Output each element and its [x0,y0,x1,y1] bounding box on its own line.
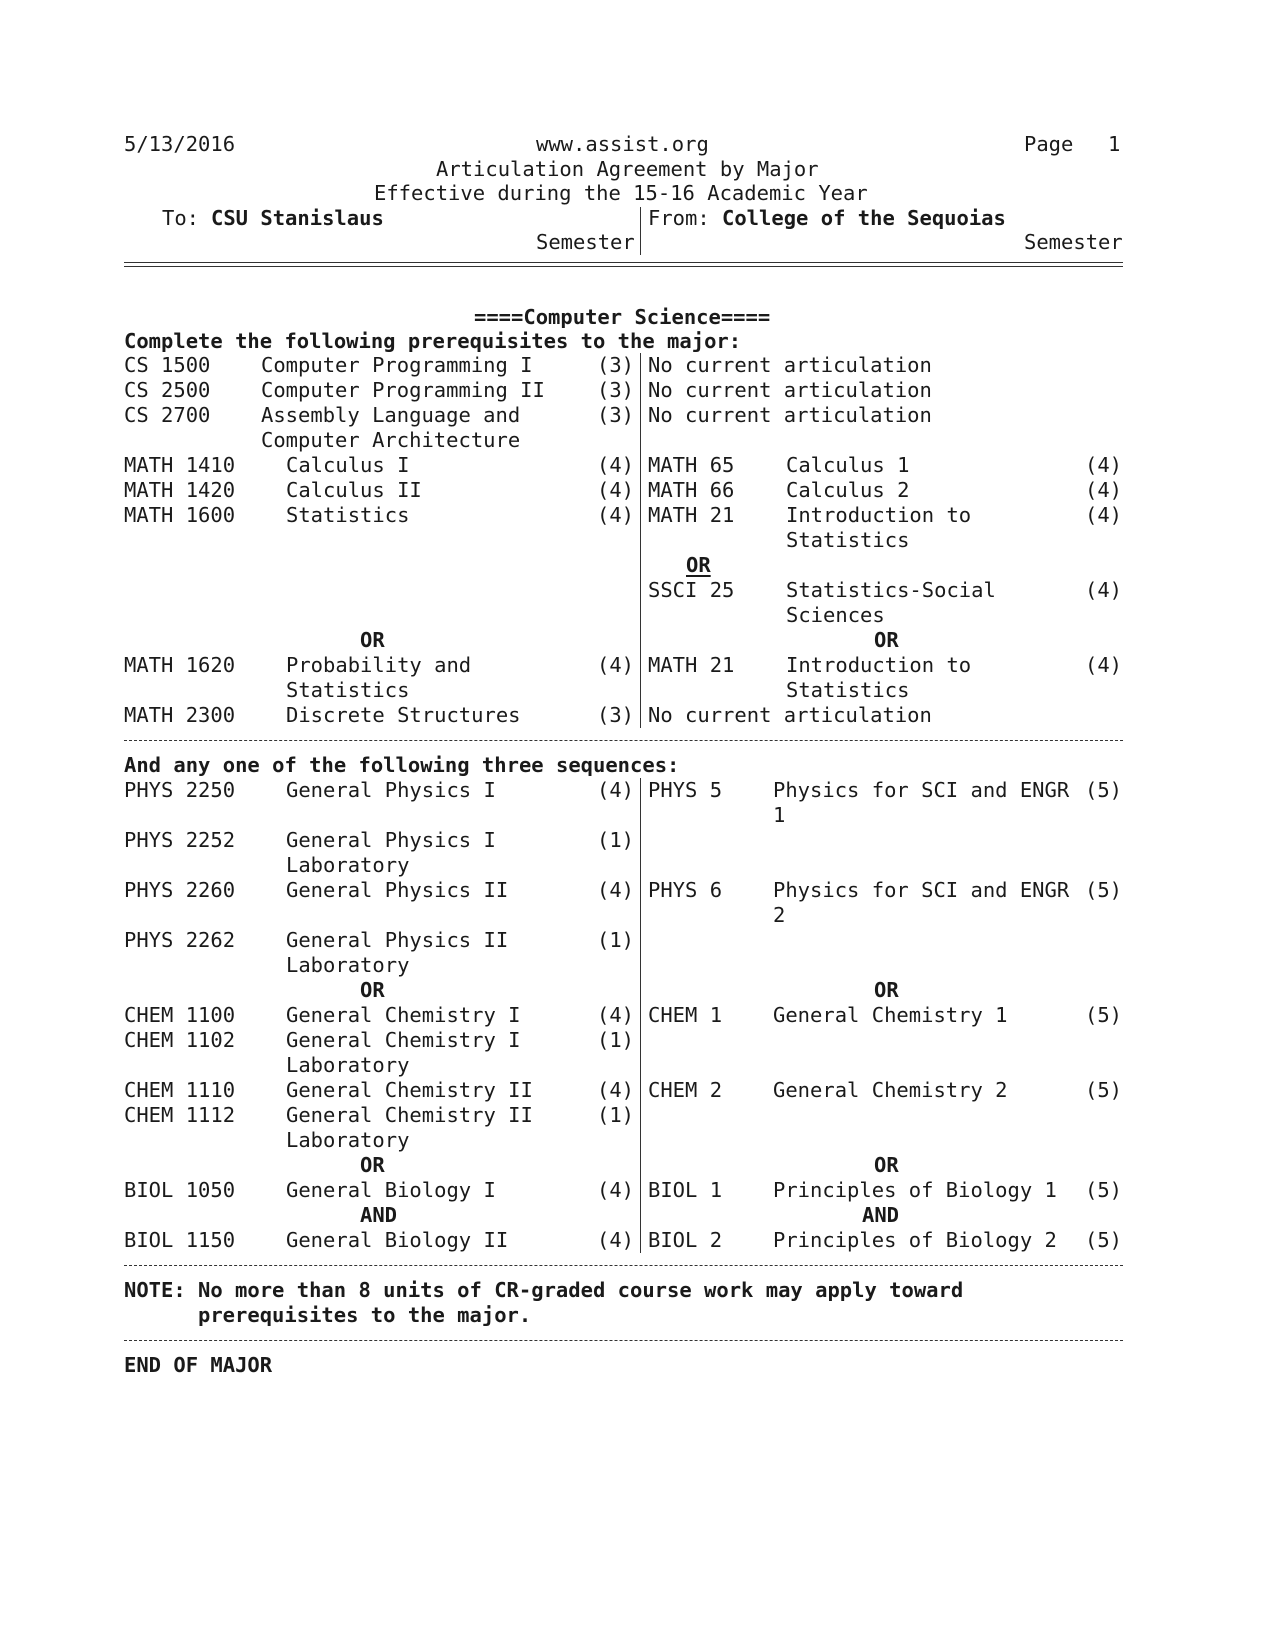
from-course-title: Introduction to [786,653,972,677]
to-course-title: Calculus I [286,453,410,477]
column-divider [640,778,641,1253]
to-course-title: General Biology I [286,1178,496,1202]
to-course-title-cont: Laboratory [286,853,410,877]
note-label: NOTE: [124,1278,186,1302]
to-course-title: Computer Programming II [261,378,545,402]
from-term: Semester [1024,230,1123,254]
from-course-units: (5) [1085,778,1123,802]
dashed-rule [124,1340,1123,1341]
to-course-title: Discrete Structures [286,703,521,727]
from-course-title: Principles of Biology 2 [773,1228,1057,1252]
from-course-title: Statistics-Social [786,578,996,602]
from-course-title: Calculus 1 [786,453,910,477]
to-course-units: (4) [597,653,635,677]
from-course-title: Physics for SCI and ENGR [773,878,1070,902]
no-articulation: No current articulation [648,353,932,377]
to-label: To: [162,206,200,230]
note-text: No more than 8 units of CR-graded course work may apply toward [198,1278,964,1302]
effective-year: Effective during the 15-16 Academic Year [374,181,868,205]
from-course-title-cont: Statistics [786,528,910,552]
from-course-units: (5) [1085,1178,1123,1202]
from-course-title: General Chemistry 2 [773,1078,1008,1102]
from-label: From: [648,206,710,230]
from-course-title: Physics for SCI and ENGR [773,778,1070,802]
to-course-title: Statistics [286,503,410,527]
from-course-units: (5) [1085,1078,1123,1102]
to-course-units: (4) [597,1003,635,1027]
or-connector: OR [874,978,899,1002]
to-course-units: (1) [597,1028,635,1052]
from-course-code: MATH 66 [648,478,735,502]
from-course-code: CHEM 2 [648,1078,723,1102]
from-course-code: BIOL 2 [648,1228,723,1252]
to-course-title: General Chemistry II [286,1103,533,1127]
to-course-units: (3) [597,403,635,427]
to-course-code: PHYS 2260 [124,878,236,902]
from-course-units: (5) [1085,1228,1123,1252]
to-course-units: (4) [597,1078,635,1102]
to-course-code: PHYS 2262 [124,928,236,952]
from-course-title: Calculus 2 [786,478,910,502]
to-course-title: Computer Programming I [261,353,533,377]
header-divider [640,207,641,255]
to-course-code: CS 2700 [124,403,211,427]
from-course-code: CHEM 1 [648,1003,723,1027]
to-course-title-cont: Laboratory [286,1128,410,1152]
or-connector: OR [360,628,385,652]
to-course-units: (3) [597,378,635,402]
to-course-code: MATH 1620 [124,653,236,677]
to-course-units: (4) [597,478,635,502]
to-course-units: (3) [597,353,635,377]
from-course-units: (5) [1085,1003,1123,1027]
dashed-rule [124,740,1123,741]
to-course-title: General Physics I [286,828,496,852]
dashed-rule [124,1265,1123,1266]
print-date: 5/13/2016 [124,132,236,156]
from-course-title-cont: Statistics [786,678,910,702]
to-course-title-cont: Laboratory [286,953,410,977]
to-course-title: General Chemistry I [286,1028,521,1052]
from-course-title: General Chemistry 1 [773,1003,1008,1027]
to-course-title: General Physics I [286,778,496,802]
sequence-heading: And any one of the following three sequences: [124,753,680,777]
from-course-units: (4) [1085,453,1123,477]
or-connector: OR [686,553,711,577]
to-course-units: (4) [597,778,635,802]
to-course-units: (3) [597,703,635,727]
from-course-title-cont: Sciences [786,603,885,627]
to-course-code: CHEM 1102 [124,1028,236,1052]
page-label: Page [1024,132,1074,156]
from-course-title: Principles of Biology 1 [773,1178,1057,1202]
to-course-code: CS 2500 [124,378,211,402]
to-course-title: Calculus II [286,478,422,502]
to-course-code: BIOL 1150 [124,1228,236,1252]
to-course-title-cont: Statistics [286,678,410,702]
to-course-code: CHEM 1112 [124,1103,236,1127]
from-course-code: PHYS 5 [648,778,723,802]
and-connector: AND [360,1203,398,1227]
to-course-title: Probability and [286,653,472,677]
to-course-title: Assembly Language and [261,403,521,427]
document-title: Articulation Agreement by Major [436,157,819,181]
to-course-code: PHYS 2250 [124,778,236,802]
double-rule [124,262,1123,267]
column-divider [640,353,641,728]
from-course-title-cont: 2 [773,903,786,927]
to-course-code: CS 1500 [124,353,211,377]
from-course-code: MATH 65 [648,453,735,477]
or-connector: OR [874,1153,899,1177]
from-course-code: MATH 21 [648,503,735,527]
to-course-title: General Chemistry II [286,1078,533,1102]
from-course-title: Introduction to [786,503,972,527]
and-connector: AND [862,1203,900,1227]
from-course-units: (4) [1085,478,1123,502]
to-course-title: General Chemistry I [286,1003,521,1027]
from-course-units: (4) [1085,653,1123,677]
to-course-title: General Biology II [286,1228,509,1252]
to-course-units: (4) [597,878,635,902]
to-course-code: MATH 1420 [124,478,236,502]
to-course-code: PHYS 2252 [124,828,236,852]
or-connector: OR [360,978,385,1002]
or-connector: OR [360,1153,385,1177]
to-course-code: CHEM 1110 [124,1078,236,1102]
to-course-title-cont: Laboratory [286,1053,410,1077]
prereq-heading: Complete the following prerequisites to the major: [124,329,742,353]
page-number: 1 [1108,132,1121,156]
note-text-cont: prerequisites to the major. [198,1303,532,1327]
end-of-major: END OF MAJOR [124,1353,273,1377]
from-course-code: MATH 21 [648,653,735,677]
no-articulation: No current articulation [648,378,932,402]
to-course-code: BIOL 1050 [124,1178,236,1202]
no-articulation: No current articulation [648,703,932,727]
to-course-title-cont: Computer Architecture [261,428,521,452]
to-course-units: (1) [597,828,635,852]
to-course-units: (4) [597,453,635,477]
from-course-code: SSCI 25 [648,578,735,602]
from-course-code: BIOL 1 [648,1178,723,1202]
to-course-units: (1) [597,1103,635,1127]
to-course-title: General Physics II [286,878,509,902]
major-title: ====Computer Science==== [474,305,771,329]
to-term: Semester [536,230,635,254]
no-articulation: No current articulation [648,403,932,427]
to-course-units: (1) [597,928,635,952]
from-course-units: (4) [1085,578,1123,602]
to-course-title: General Physics II [286,928,509,952]
to-course-units: (4) [597,1178,635,1202]
site-url: www.assist.org [536,132,709,156]
or-connector: OR [874,628,899,652]
from-course-units: (5) [1085,878,1123,902]
to-course-units: (4) [597,503,635,527]
to-course-code: MATH 2300 [124,703,236,727]
to-course-code: MATH 1600 [124,503,236,527]
to-course-code: CHEM 1100 [124,1003,236,1027]
to-course-code: MATH 1410 [124,453,236,477]
from-school: College of the Sequoias [722,206,1006,230]
to-school: CSU Stanislaus [211,206,384,230]
from-course-units: (4) [1085,503,1123,527]
from-course-code: PHYS 6 [648,878,723,902]
to-course-units: (4) [597,1228,635,1252]
from-course-title-cont: 1 [773,803,786,827]
